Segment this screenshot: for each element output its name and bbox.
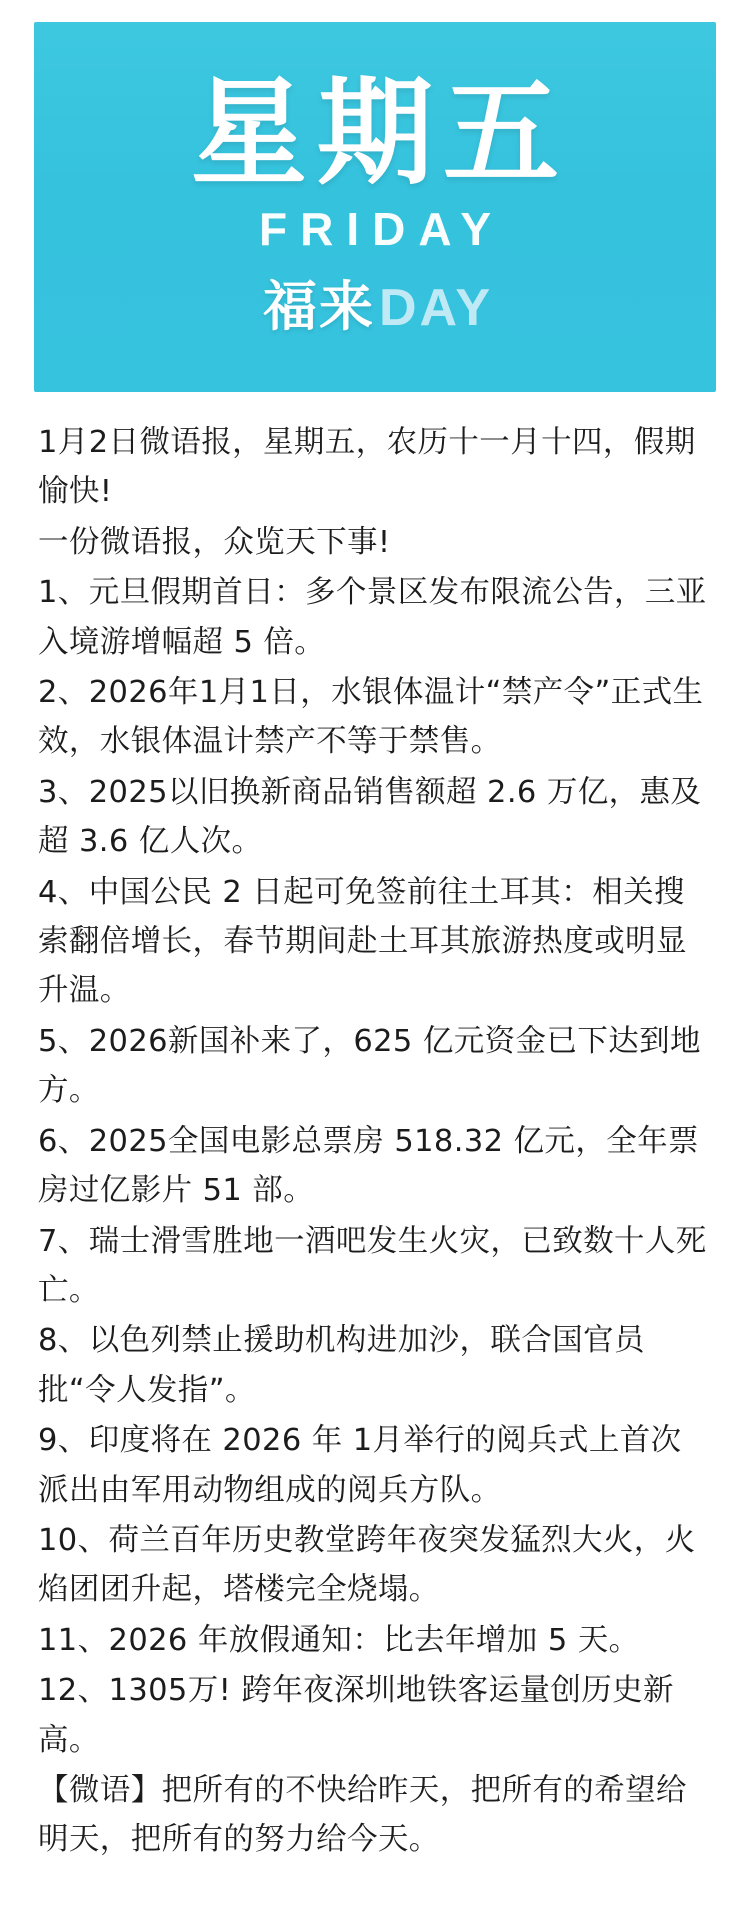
banner-title-chinese: 星期五 [191,65,569,201]
article-line: 8、以色列禁止援助机构进加沙，联合国官员批“令人发指”。 [38,1323,645,1408]
article-line: 3、2025以旧换新商品销售额超 2.6 万亿，惠及超 3.6 亿人次。 [38,774,702,860]
article-line: 9、印度将在 2026 年 1月举行的阅兵式上首次派出由军用动物组成的阅兵方队。 [38,1423,682,1508]
banner-content [34,22,716,392]
article-line: 1、元旦假期首日：多个景区发布限流公告，三亚入境游增幅超 5 倍。 [38,575,707,660]
article-body [34,418,716,1865]
article-line: 1月2日微语报，星期五，农历十一月十四，假期愉快! [38,425,696,510]
article-line: 12、1305万! 跨年夜深圳地铁客运量创历史新高。 [38,1673,674,1758]
friday-banner-image [34,22,716,392]
article-line: 11、2026 年放假通知：比去年增加 5 天。 [38,1622,640,1658]
banner-subtitle-chinese: 福来 [262,275,375,339]
article-line: 一份微语报，众览天下事! [38,524,391,560]
article-line: 7、瑞士滑雪胜地一酒吧发生火灾，已致数十人死亡。 [38,1223,707,1308]
article-line: 5、2026新国补来了，625 亿元资金已下达到地方。 [38,1023,701,1109]
article-line: 4、中国公民 2 日起可免签前往土耳其：相关搜索翻倍增长，春节期间赴土耳其旅游热度或明显升温。 [38,874,687,1009]
article-line: 2、2026年1月1日，水银体温计“禁产令”正式生效，水银体温计禁产不等于禁售。 [38,675,704,760]
article-line: 6、2025全国电影总票房 518.32 亿元，全年票房过亿影片 51 部。 [38,1123,699,1209]
banner-title-english: FRIDAY [259,203,504,256]
banner-subtitle [257,264,493,341]
article-line: 10、荷兰百年历史教堂跨年夜突发猛烈大火，火焰团团升起，塔楼完全烧塌。 [38,1522,696,1608]
banner-subtitle-english: DAY [378,279,493,338]
article-line: 【微语】把所有的不快给昨天，把所有的希望给明天，把所有的努力给今天。 [38,1772,687,1858]
